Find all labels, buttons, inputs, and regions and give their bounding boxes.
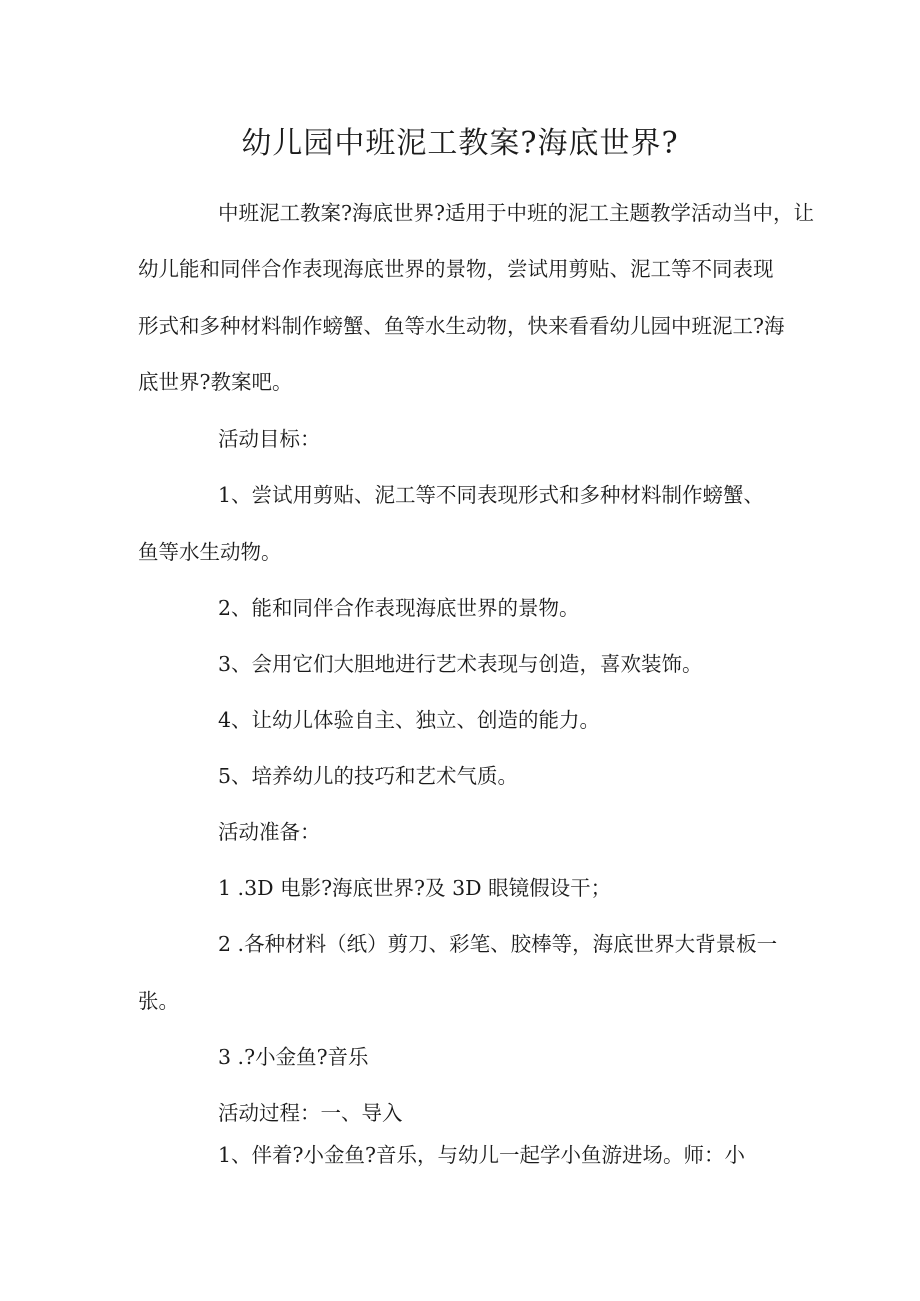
goal-5: 5、培养幼儿的技巧和艺术气质。 [218, 764, 519, 788]
intro-line-1: 中班泥工教案?海底世界?适用于中班的泥工主题教学活动当中，让 [218, 201, 814, 225]
prep-2-line-1: 2 .各种材料（纸）剪刀、彩笔、胶棒等，海底世界大背景板一 [218, 932, 778, 956]
prep-heading: 活动准备： [218, 820, 321, 844]
document-title: 幼儿园中班泥工教案?海底世界? [241, 126, 679, 161]
prep-3: 3 .?小金鱼?音乐 [218, 1045, 369, 1069]
goal-4: 4、让幼儿体验自主、独立、创造的能力。 [218, 708, 601, 732]
process-1: 1、伴着?小金鱼?音乐，与幼儿一起学小鱼游进场。师：小 [218, 1143, 746, 1167]
intro-line-2: 幼儿能和同伴合作表现海底世界的景物，尝试用剪贴、泥工等不同表现 [138, 257, 774, 281]
goals-heading: 活动目标： [218, 427, 321, 451]
prep-2-line-2: 张。 [138, 989, 179, 1013]
goal-2: 2、能和同伴合作表现海底世界的景物。 [218, 596, 580, 620]
prep-1: 1 .3D 电影?海底世界?及 3D 眼镜假设干； [218, 876, 612, 900]
process-heading: 活动过程：一、导入 [218, 1101, 403, 1125]
intro-line-3: 形式和多种材料制作螃蟹、鱼等水生动物，快来看看幼儿园中班泥工?海 [138, 314, 785, 338]
goal-1-line-2: 鱼等水生动物。 [138, 540, 282, 564]
goal-3: 3、会用它们大胆地进行艺术表现与创造，喜欢装饰。 [218, 652, 703, 676]
goal-1-line-1: 1、尝试用剪贴、泥工等不同表现形式和多种材料制作螃蟹、 [218, 483, 765, 507]
intro-line-4: 底世界?教案吧。 [138, 370, 293, 394]
